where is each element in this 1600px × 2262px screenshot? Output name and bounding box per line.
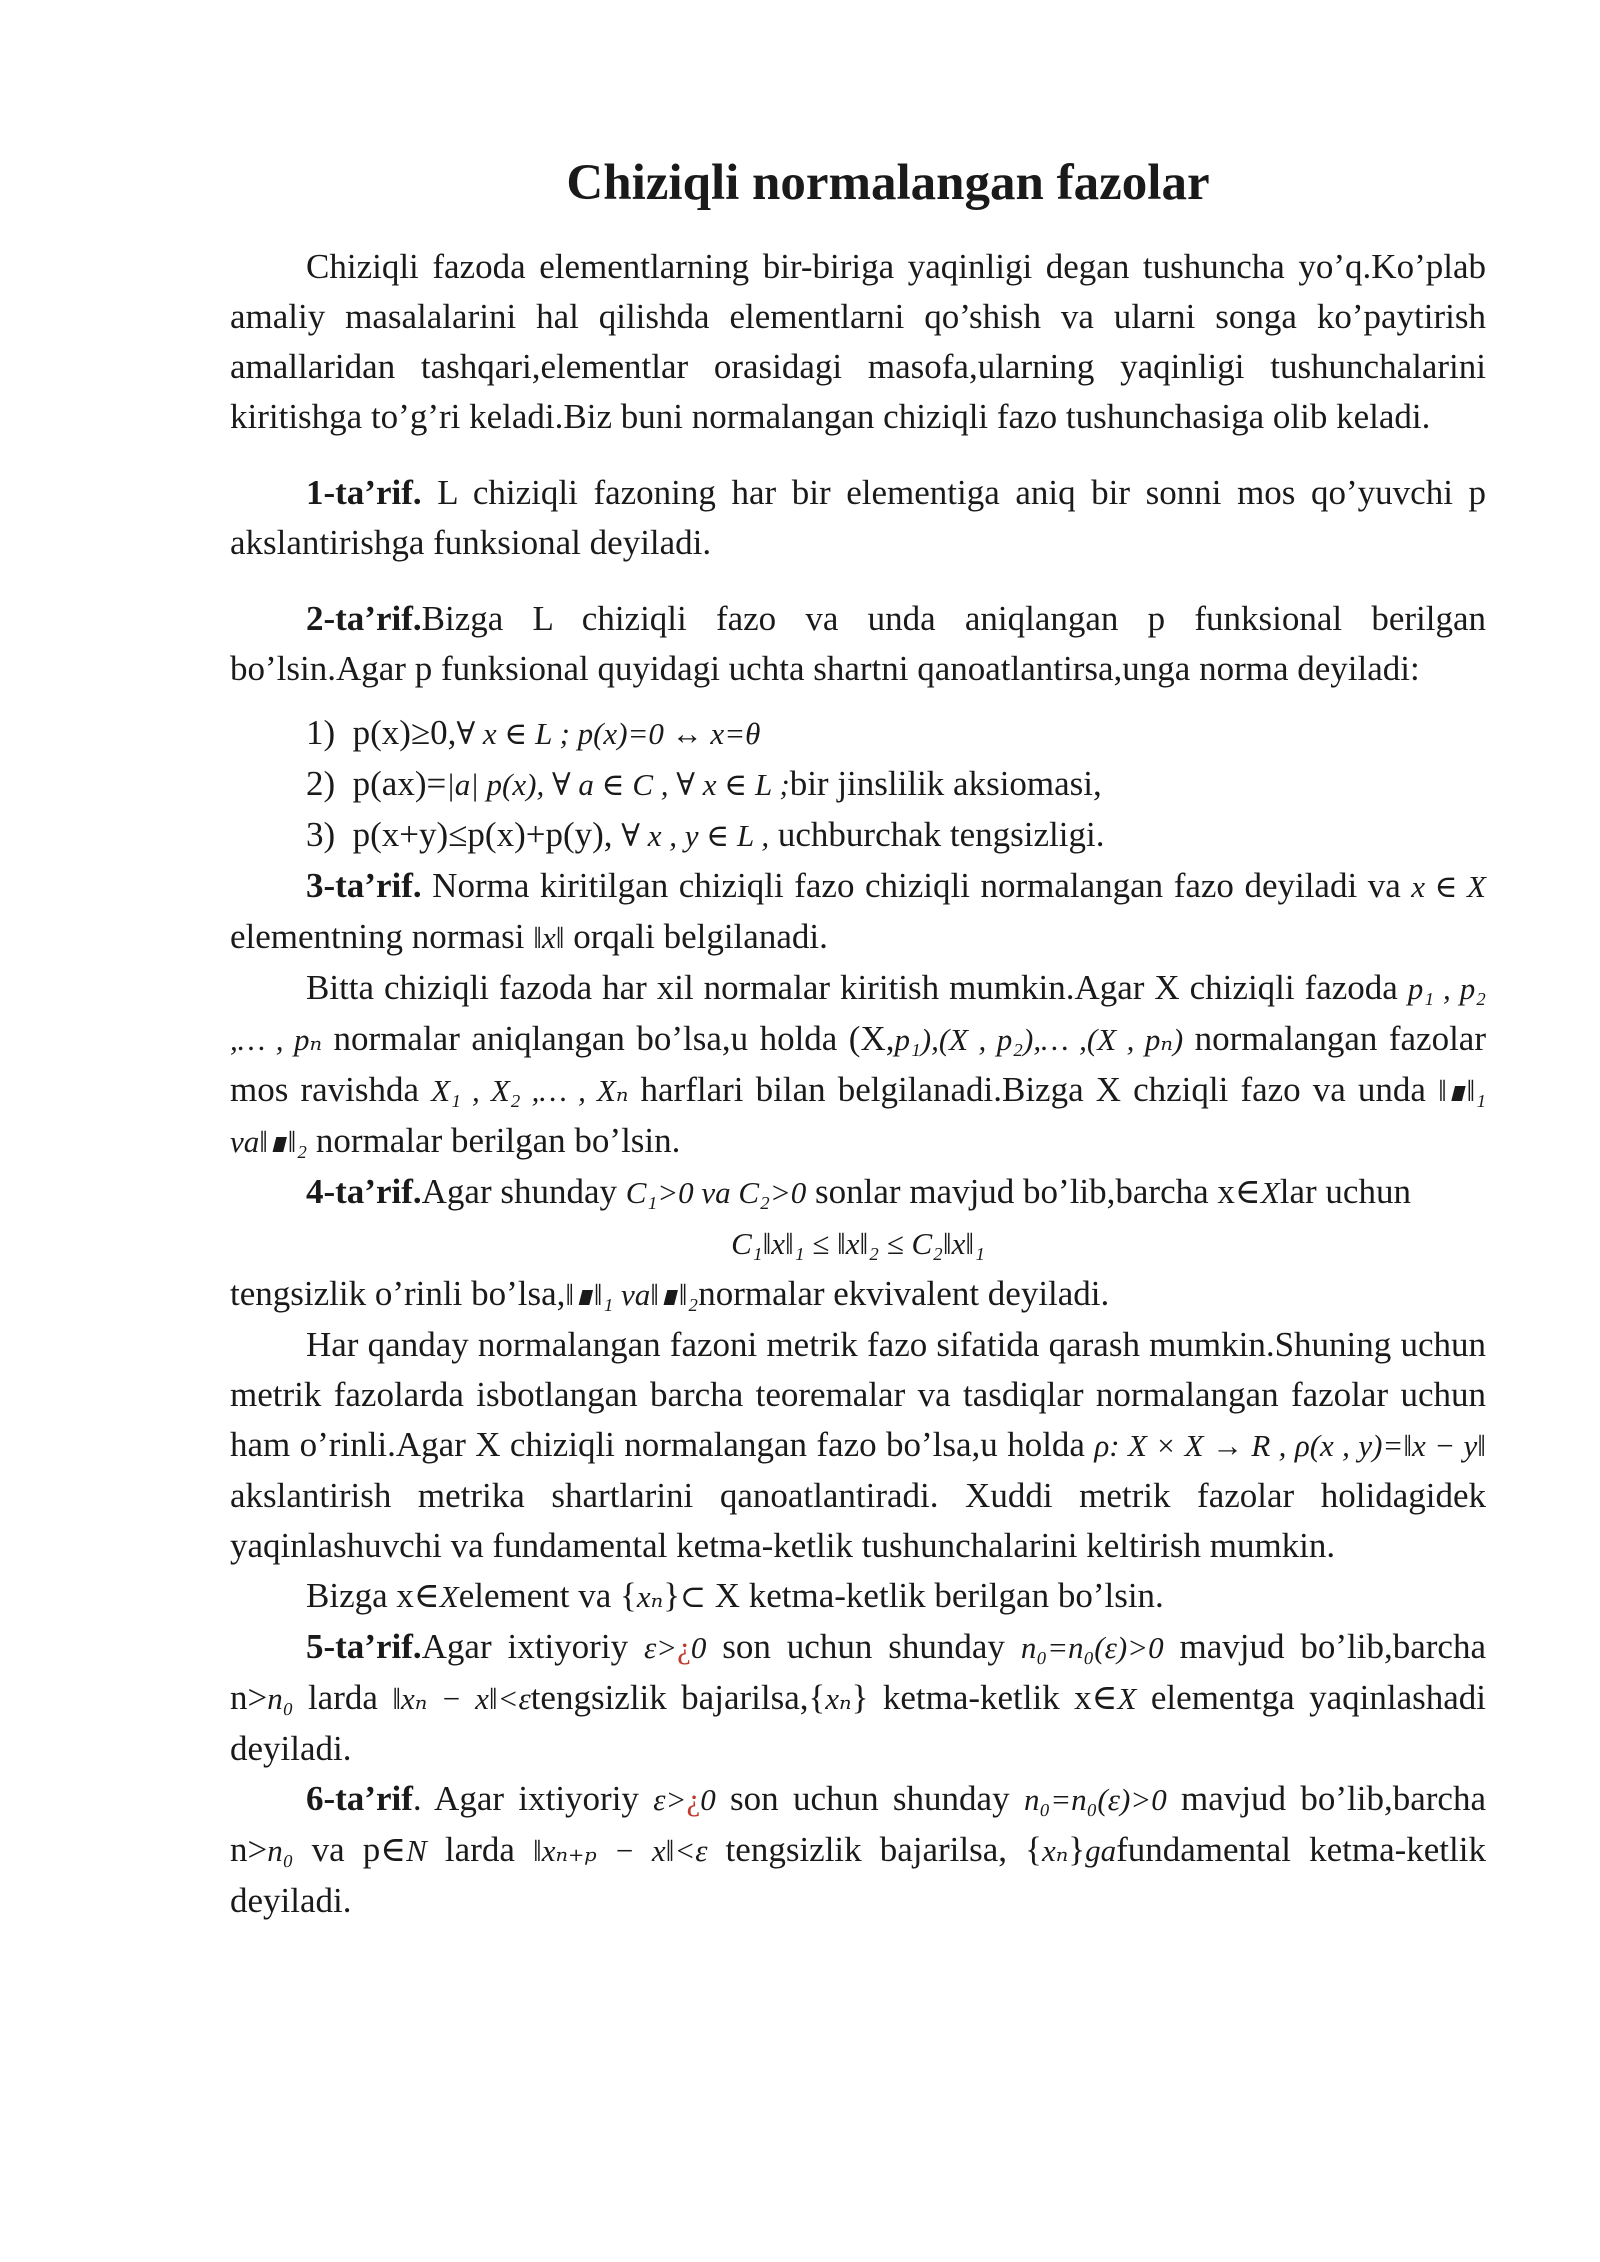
definition-5-formula-space: X bbox=[1117, 1681, 1137, 1716]
sequence-text-2: element va { bbox=[458, 1576, 637, 1615]
definition-3-text-2: elementning normasi bbox=[230, 917, 534, 956]
definition-1-text: L chiziqli fazoning har bir elementiga aniq bir sonni mos qo’yuvchi p akslantirishga funksional deyiladi. bbox=[230, 473, 1486, 562]
norms-formula-3: X₁ , X₂ ,… , Xₙ bbox=[431, 1073, 629, 1108]
definition-5-formula-n0: n₀=n₀(ε)>0 bbox=[1020, 1630, 1164, 1665]
definition-4-text-5: normalar ekvivalent deyiladi. bbox=[698, 1274, 1110, 1313]
definition-5-formula-artifact: ¿ bbox=[677, 1630, 691, 1665]
axiom-1-text: p(x)≥0, bbox=[352, 713, 457, 752]
equivalence-formula bbox=[230, 1218, 1486, 1269]
definition-6-formula-n0: n₀=n₀(ε)>0 bbox=[1023, 1782, 1167, 1817]
definition-5-text-4: larda bbox=[293, 1678, 393, 1717]
axiom-2-text: p(ax)= bbox=[352, 764, 447, 803]
norm-axioms-list bbox=[230, 708, 1486, 861]
definition-5-text-3: mavjud bo’lib,barcha n> bbox=[230, 1627, 1486, 1717]
norms-formula-4: ‖∎‖₁ va‖∎‖₂ bbox=[230, 1073, 1487, 1159]
definition-6 bbox=[230, 1774, 1486, 1926]
definition-6-formula-naturals: N bbox=[406, 1833, 427, 1868]
norms-paragraph bbox=[230, 963, 1486, 1167]
definition-5-text-2: son uchun shunday bbox=[706, 1627, 1021, 1666]
definition-2 bbox=[230, 594, 1486, 694]
definition-4-continued bbox=[230, 1269, 1486, 1320]
definition-5-text-7: elementga yaqinlashadi deyiladi. bbox=[230, 1678, 1487, 1768]
definition-6-text-0: . Agar ixtiyoriy bbox=[412, 1779, 654, 1818]
definition-3-formula-element: x ∈ X bbox=[1411, 869, 1486, 904]
sequence-text-4: X ketma-ketlik berilgan bo’lsin. bbox=[705, 1576, 1164, 1615]
axiom-3-description: uchburchak tengsizligi. bbox=[769, 815, 1105, 854]
definition-3-label: 3-ta’rif. bbox=[306, 866, 422, 905]
definition-6-formula-ga: ga bbox=[1085, 1833, 1117, 1868]
definition-2-label: 2-ta’rif. bbox=[306, 599, 422, 638]
norms-text-5: normalar berilgan bo’lsin. bbox=[307, 1121, 681, 1160]
axiom-1-number: 1) bbox=[306, 713, 336, 752]
definition-4-text-2: sonlar mavjud bo’lib,barcha x∈ bbox=[806, 1172, 1261, 1211]
intro-paragraph: Chiziqli fazoda elementlarning bir-biriga yaqinligi degan tushuncha yo’q.Ko’plab amaliy masalalarini hal qilishda elementlarni qo’shish va ularni songa ko’paytirish amallaridan tashqari,elementlar orasidagi masofa,ularning yaqinligi tushunchalarini kiritishga to’g’ri keladi.Biz buni normalangan chiziqli fazo tushunchasiga olib keladi. bbox=[230, 247, 1486, 436]
definition-5-label: 5-ta’rif. bbox=[306, 1627, 422, 1666]
definition-6-text-2: son uchun shunday bbox=[715, 1779, 1024, 1818]
definition-5 bbox=[230, 1622, 1486, 1774]
sequence-text-3: } bbox=[663, 1576, 680, 1615]
axiom-1 bbox=[230, 708, 1486, 759]
sequence-formula-space: X bbox=[439, 1579, 459, 1614]
sequence-text-1: Bizga x∈ bbox=[306, 1576, 440, 1615]
definition-5-text-6: } ketma-ketlik x∈ bbox=[851, 1678, 1118, 1717]
axiom-3-text: p(x+y)≤p(x)+p(y), bbox=[352, 815, 613, 854]
axiom-2-number: 2) bbox=[306, 764, 336, 803]
norms-formula-1: p₁ , p₂ ,… , pₙ bbox=[230, 971, 1486, 1057]
metric-paragraph bbox=[230, 1320, 1486, 1571]
metric-formula: ρ: X × X → R , ρ(x , y)=‖x − y‖ bbox=[1094, 1428, 1486, 1463]
norms-text-3: normalangan fazolar mos ravishda bbox=[230, 1019, 1486, 1109]
definition-6-text-6: tengsizlik bajarilsa, { bbox=[707, 1830, 1042, 1869]
definition-4-text-1: Agar shunday bbox=[421, 1172, 626, 1211]
norms-text-4: harflari bilan belgilanadi.Bizga X chziqli fazo va unda bbox=[628, 1070, 1439, 1109]
axiom-2 bbox=[230, 759, 1486, 810]
norms-formula-2: p₁),(X , p₂),… ,(X , pₙ) bbox=[894, 1022, 1184, 1057]
axiom-2-formula: |a| p(x), ∀ a ∈ C , ∀ x ∈ L ; bbox=[446, 767, 790, 802]
definition-4-text-3: lar uchun bbox=[1279, 1172, 1411, 1211]
definition-6-text-5: larda bbox=[426, 1830, 533, 1869]
definition-6-formula-epsilon: ε> bbox=[653, 1782, 687, 1817]
definition-1 bbox=[230, 468, 1486, 568]
definition-6-label: 6-ta’rif bbox=[306, 1779, 413, 1818]
norms-text-2: normalar aniqlangan bo’lsa,u holda (X, bbox=[322, 1019, 895, 1058]
definition-2-text: Bizga L chiziqli fazo va unda aniqlangan p funksional berilgan bo’lsin.Agar p funksional quyidagi uchta shartni qanoatlantirsa,unga norma deyiladi: bbox=[230, 599, 1486, 688]
definition-4-formula-constants: C₁>0 va C₂>0 bbox=[625, 1175, 807, 1210]
metric-text-2: akslantirish metrika shartlarini qanoatlantiradi. Xuddi metrik fazolar holidagidek yaqinlashuvchi va fundamental ketma-ketlik tushunchalarini keltirish mumkin. bbox=[230, 1476, 1486, 1565]
axiom-2-description: bir jinslilik aksiomasi, bbox=[789, 764, 1102, 803]
definition-5-formula-zero: 0 bbox=[690, 1630, 707, 1665]
definition-6-formula-artifact: ¿ bbox=[686, 1782, 701, 1817]
axiom-3-number: 3) bbox=[306, 815, 336, 854]
definition-4-label: 4-ta’rif. bbox=[306, 1172, 422, 1211]
page-title: Chiziqli normalangan fazolar bbox=[566, 155, 1210, 211]
definition-3-formula-norm: ‖x‖ bbox=[533, 920, 565, 955]
definition-3-text: Norma kiritilgan chiziqli fazo chiziqli normalangan fazo deyiladi va bbox=[421, 866, 1401, 905]
sequence-formula-subset: ⊂ bbox=[680, 1579, 706, 1614]
definition-6-formula-zero: 0 bbox=[700, 1782, 716, 1817]
axiom-3 bbox=[230, 810, 1486, 861]
definition-6-formula-inequality: ‖xₙ₊ₚ − x‖<ε bbox=[532, 1833, 708, 1868]
definition-5-formula-n0-short: n₀ bbox=[267, 1681, 294, 1716]
definition-3-text-3: orqali belgilanadi. bbox=[564, 917, 828, 956]
definition-4-text-4: tengsizlik o’rinli bo’lsa, bbox=[230, 1274, 566, 1313]
definition-6-formula-n0-short: n₀ bbox=[267, 1833, 294, 1868]
definition-5-text-1: Agar ixtiyoriy bbox=[421, 1627, 644, 1666]
definition-6-text-8: fundamental ketma-ketlik deyiladi. bbox=[230, 1830, 1486, 1920]
sequence-formula-term: xₙ bbox=[636, 1579, 664, 1614]
definition-6-formula-term: xₙ bbox=[1041, 1833, 1069, 1868]
definition-5-formula-epsilon: ε> bbox=[643, 1630, 678, 1665]
definition-4-formula-space: X bbox=[1260, 1175, 1280, 1210]
metric-text-1: Har qanday normalangan fazoni metrik fazo sifatida qarash mumkin.Shuning uchun metrik fazolarda isbotlangan barcha teoremalar va tasdiqlar normalangan fazolar uchun ham o’rinli.Agar X chiziqli normalangan fazo bo’lsa,u holda bbox=[230, 1325, 1486, 1464]
definition-1-label: 1-ta’rif. bbox=[306, 473, 422, 512]
definition-3 bbox=[230, 861, 1486, 963]
definition-6-text-4: va p∈ bbox=[293, 1830, 407, 1869]
equivalence-inequality: C₁‖x‖₁ ≤ ‖x‖₂ ≤ C₂‖x‖₁ bbox=[731, 1226, 985, 1261]
sequence-paragraph bbox=[230, 1571, 1486, 1622]
document-body bbox=[230, 148, 1486, 1926]
definition-5-text-5: tengsizlik bajarilsa,{ bbox=[530, 1678, 826, 1717]
definition-5-formula-term: xₙ bbox=[825, 1681, 852, 1716]
definition-4 bbox=[230, 1167, 1486, 1218]
definition-4-formula-norms: ‖∎‖₁ va‖∎‖₂ bbox=[565, 1277, 699, 1312]
norms-text-1: Bitta chiziqli fazoda har xil normalar kiritish mumkin.Agar X chiziqli fazoda bbox=[306, 968, 1398, 1007]
axiom-1-formula: ∀ x ∈ L ; p(x)=0 ↔ x=θ bbox=[456, 716, 761, 751]
definition-5-formula-inequality: ‖xₙ − x‖<ε bbox=[392, 1681, 531, 1716]
definition-6-text-7: } bbox=[1068, 1830, 1086, 1869]
axiom-3-formula: ∀ x , y ∈ L , bbox=[621, 818, 770, 853]
definition-6-text-3: mavjud bo’lib,barcha n> bbox=[230, 1779, 1487, 1869]
